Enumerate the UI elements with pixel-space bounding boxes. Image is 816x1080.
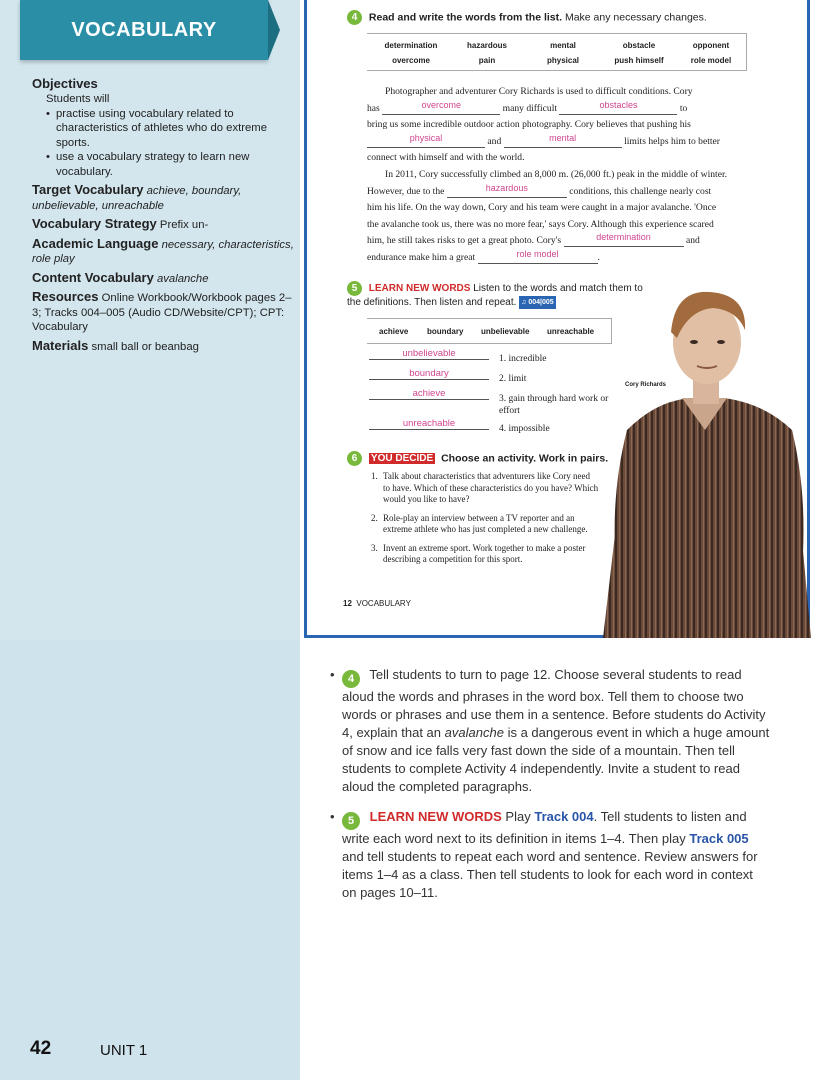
answer-blank: role model [478,252,598,264]
paragraph-2: In 2011, Cory successfully climbed an 8,000 m. (26,000 ft.) peak in the middle of winter. However, due to the hazardous conditions, this challenge nearly cost him his life. On the way down, Cory and his team were caught in a major avalanche. 'Once the avalanche took us, there was no more fear,' says Cory. Although this experience scared him, he still takes risks to get a great photo. Cory's determination and endurance make him a great role model . [367,169,728,263]
answer-blank: unreachable [369,418,489,430]
word-item: obstacle [622,41,656,50]
word-item: hazardous [466,41,507,50]
students-will: Students will [46,93,110,105]
list-item: 2. Role-play an interview between a TV reporter and an extreme athlete who has just completed a new challenge. [371,512,588,534]
unit-label: UNIT 1 [100,1042,148,1059]
answer-blank: hazardous [447,186,567,198]
word-item: physical [546,56,579,65]
banner-title: VOCABULARY [71,18,217,41]
word-item: determination [384,41,438,50]
word-item: role model [690,56,732,65]
word-box [367,33,747,71]
word-item: achieve [379,327,409,336]
section-banner [20,0,268,60]
answer-blank: physical [367,136,485,148]
student-page-reduced: 4 Read and write the words from the list. Make any necessary changes. determination hazardous mental obstacle opponent overcome pain physical push himself role model Photographer and adventurer Cory Richards is used to difficult conditions. Cory has overcome many difficult obstacles to bring us some incredible outdoor action photography. Cory believes that pushing his physical and mental limits helps him to better connect with himself and with the world. In 2011, Cory successfully climbed an 8,000 m. (26,000 ft.) peak in the middle of winter. However, due to the hazardous conditions, this challenge nearly cost him his life. On the way down, Cory and his team were caught in a major avalanche. 'Once the avalanche took us, there was no more fear,' says Cory. Although this experience scared him, he still takes risks to get a great photo. Cory's determination and endurance make him a great role model . 5 LEARN NEW WORDS Listen to the words and match them to the definitions. Then listen and repeat. ♫ 004|005 achieve boundary unbelievable unreachable unbelievable 1. incredible boundary 2. limit achieve 3. gain through hard work or effort unreachable 4. impossible Cory Richards 6 YOU DECIDE Choose an activity. Work in pairs. 1. Talk about characteristics that adventurers like Cory need to have. Which of these characteristics do you have? Which would you like to have? 2. Role-play an interview between a TV reporter and an extreme athlete who has just completed a new challenge. 3. Invent an extreme sport. Work together to make a poster describing a competition for this sport. 12 VOCABULARY [304,0,810,638]
audio-track-icon[interactable]: ♫ 004|005 [519,296,556,309]
objective-list [32,107,294,180]
activity-4-heading: 4 Read and write the words from the list. Make any necessary changes. [347,10,707,25]
you-decide-badge: YOU DECIDE [370,453,434,465]
note-activity-5: • 5 LEARN NEW WORDS Play Track 004. Tell students to listen and write each word next to its definition in items 1–4. Then play Track 005 and tell students to repeat each word and sentence. Review answers for items 1–4 as a class. Then tell students to look for each word in context on pages 10–11. [330,809,758,900]
objectives-heading: Objectives [32,76,98,91]
page-number: 42 [30,1038,52,1059]
activity-number-badge: 5 [347,281,362,296]
objectives-panel [32,76,294,354]
answer-blank: achieve [369,388,489,400]
activity-number-badge: 5 [342,812,360,830]
materials: Materials small ball or beanbag [32,337,199,353]
word-item: overcome [392,56,430,65]
answer-blank: determination [564,235,684,247]
list-item: 1. Talk about characteristics that adventurers like Cory need to have. Which of these characteristics do you have? Which would you like to have? [371,471,599,504]
paragraph-1: Photographer and adventurer Cory Richards is used to difficult conditions. Cory has overcome many difficult obstacles to bring us some incredible outdoor action photography. Cory believes that pushing his physical and mental limits helps him to better connect with himself and with the world. [367,86,721,164]
objective-item: • use a vocabulary strategy to learn new vocabulary. [46,150,294,179]
word-item: opponent [692,41,730,50]
list-item: 3. Invent an extreme sport. Work together to make a poster describing a competition for this sport. [371,542,586,564]
word-item: push himself [614,56,664,65]
student-page-footer: 12 VOCABULARY [343,599,411,608]
resources: Resources Online Workbook/Workbook pages 2–3; Tracks 004–005 (Audio CD/Website/CPT); CPT: Vocabulary [32,289,292,333]
answer-blank: boundary [369,368,489,380]
note-activity-4: • 4 Tell students to turn to page 12. Choose several students to read aloud the words and phrases in the word box. Tell them to choose two words or phrases and use them in a sentence. Before students do Activity 4, explain that an avalanche is a dangerous event in which a huge amount of snow and ice falls very fast down the side of a mountain. Then tell students to complete Activity 4 independently. Invite a student to read aloud the completed paragraphs. [330,667,770,794]
word-item: pain [478,56,496,65]
answer-blank: mental [504,136,622,148]
target-vocabulary: Target Vocabulary achieve, boundary, unbelievable, unreachable [32,182,242,212]
word-item: boundary [427,327,464,336]
activity-6-heading: 6 YOU DECIDE Choose an activity. Work in pairs. [347,451,608,466]
answer-blank: unbelievable [369,348,489,360]
answer-blank: overcome [382,103,500,115]
word-box-2 [367,318,612,344]
track-004-link[interactable]: Track 004 [534,809,594,824]
activity-number-badge: 4 [342,670,360,688]
sidebar-lower-panel [0,640,300,1080]
track-005-link[interactable]: Track 005 [689,831,749,846]
word-item: unbelievable [481,327,530,336]
content-vocabulary: Content Vocabulary avalanche [32,269,209,285]
activity-number-badge: 6 [347,451,362,466]
cory-richards-photo [597,280,813,638]
word-item: unreachable [547,327,595,336]
vocabulary-strategy: Vocabulary Strategy Prefix un- [32,216,209,231]
answer-blank: obstacles [559,103,677,115]
photo-caption: Cory Richards [625,382,667,388]
activity-number-badge: 4 [347,10,362,25]
teacher-notes [330,666,770,914]
word-item: mental [550,41,576,50]
activity-6-list [371,471,599,573]
objective-item: • practise using vocabulary related to characteristics of athletes who do extreme sports. [46,107,294,151]
academic-language: Academic Language necessary, characteristics, role play [32,235,294,265]
activity-5-heading: 5 LEARN NEW WORDS Listen to the words and match them to the definitions. Then listen and repeat. ♫ 004|005 [347,283,643,309]
